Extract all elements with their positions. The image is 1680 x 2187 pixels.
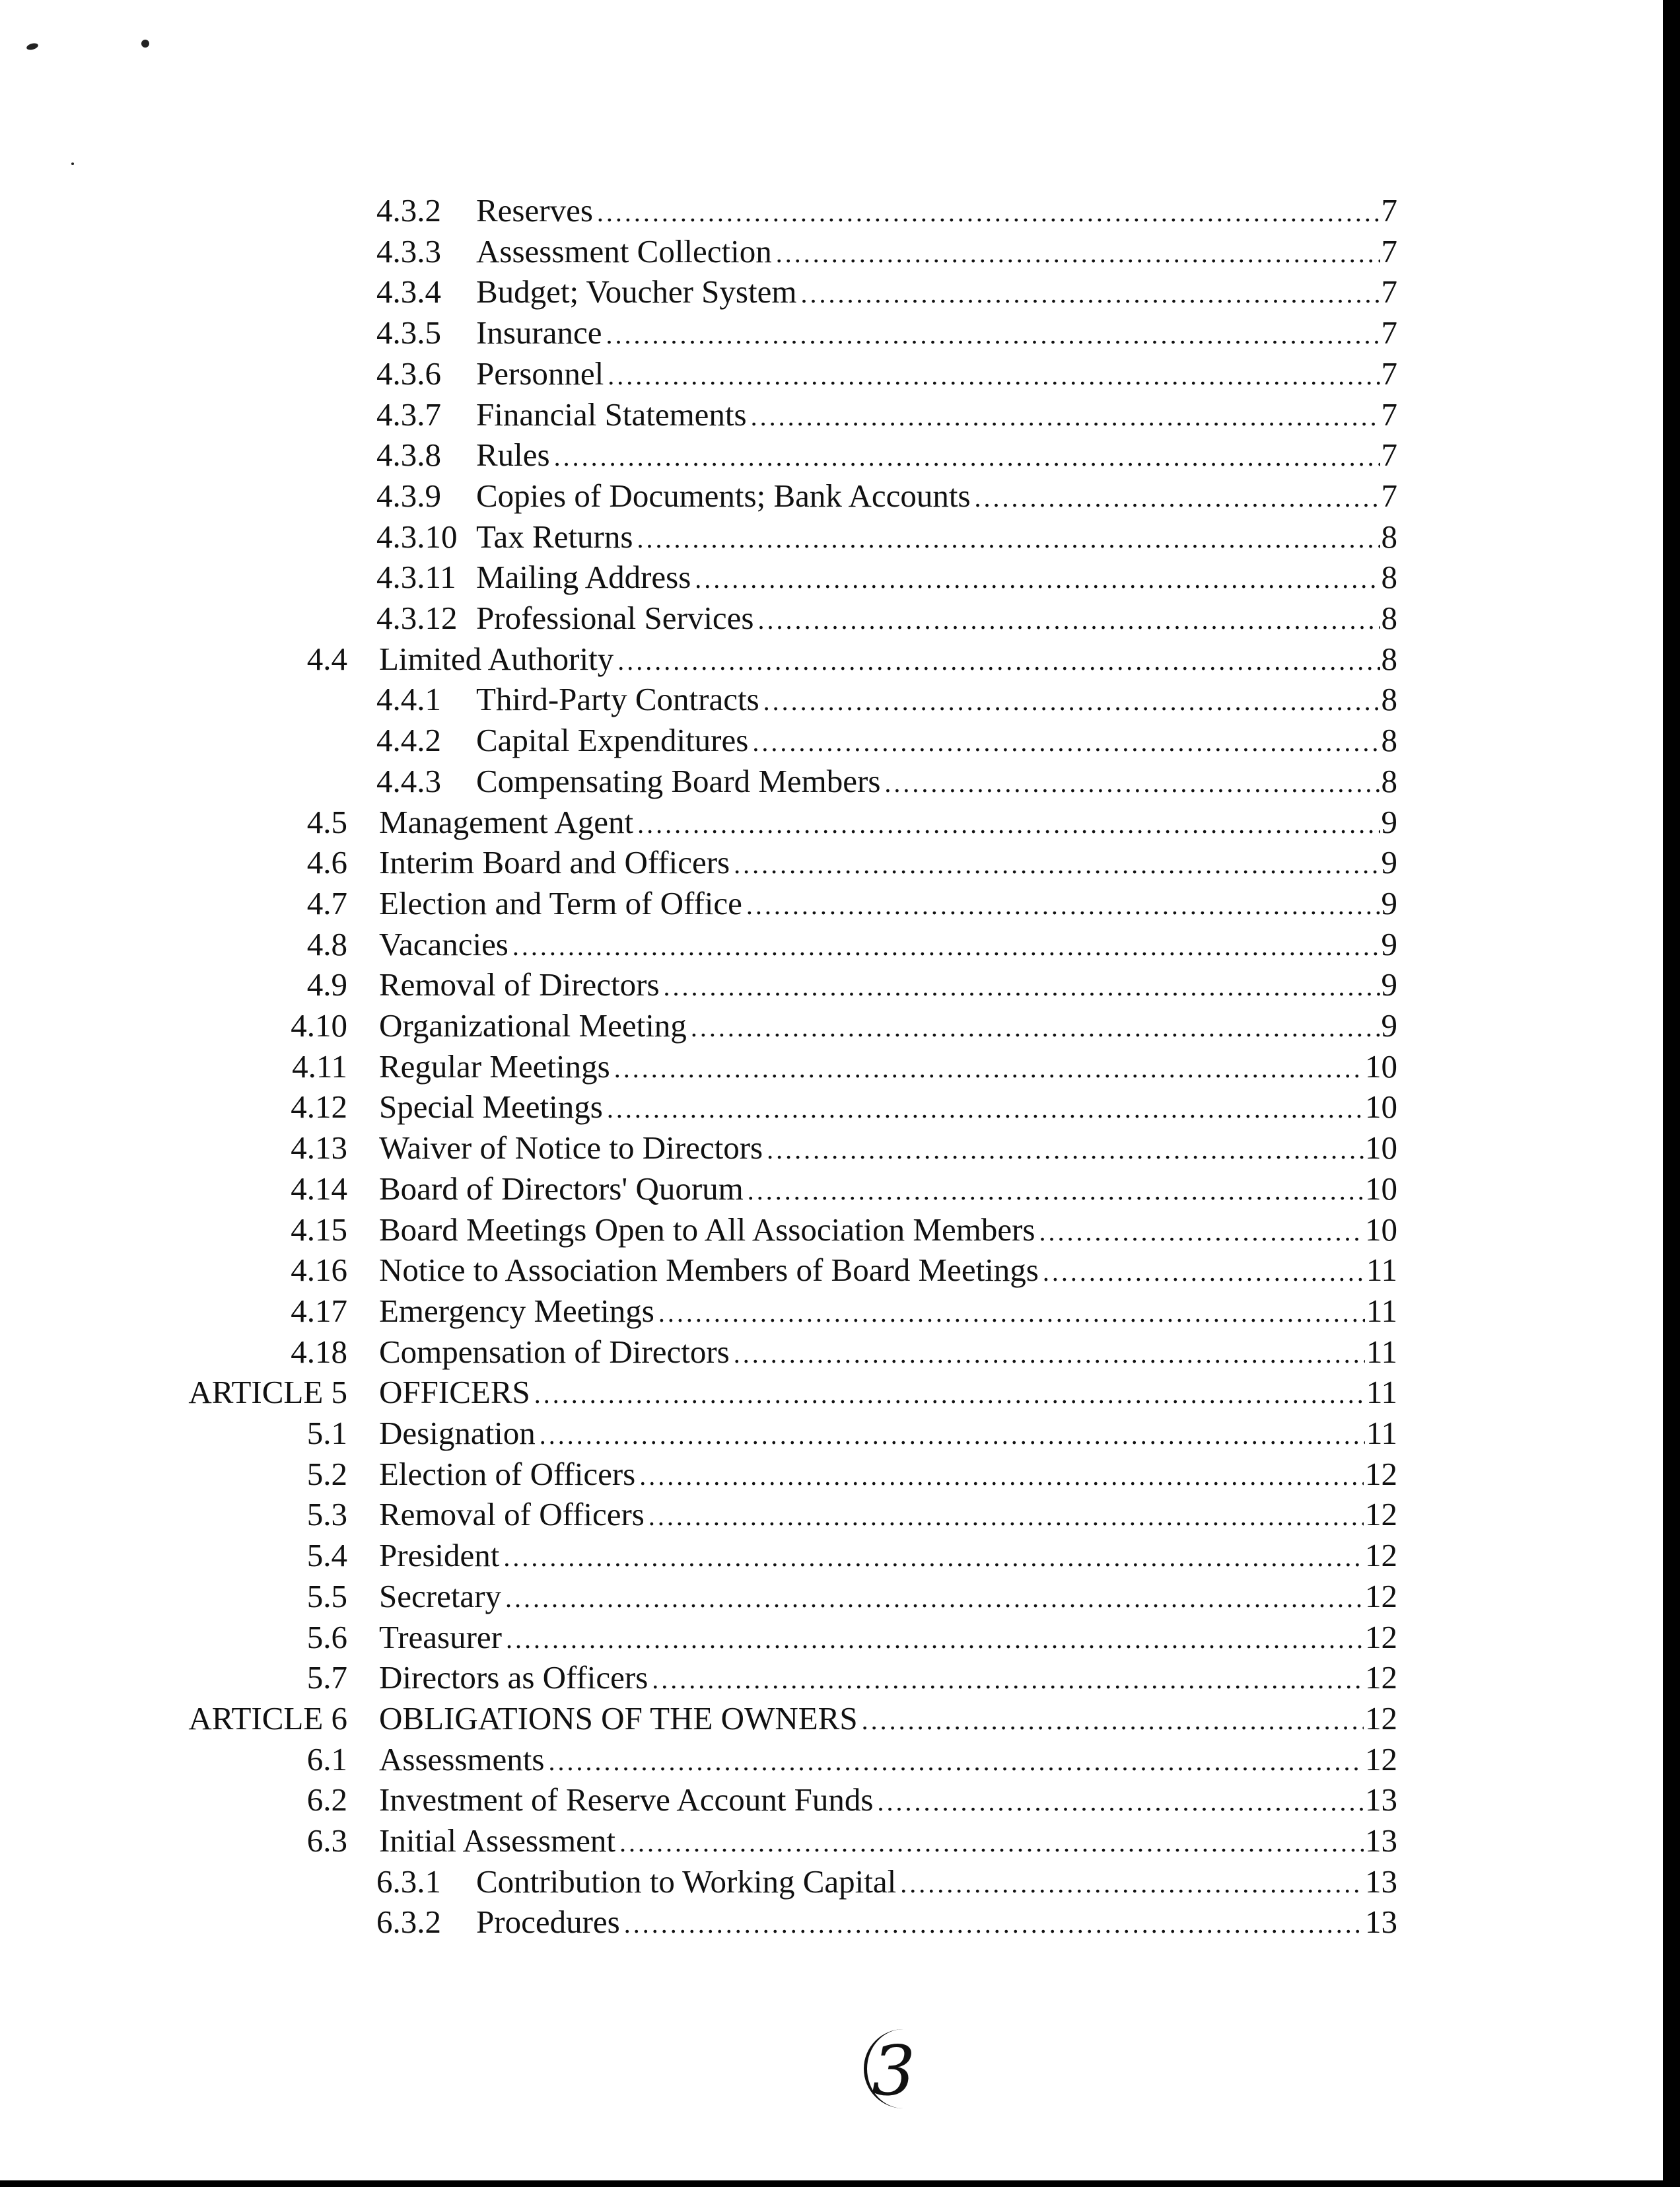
toc-entry-title: Tax Returns [476, 519, 633, 555]
toc-entry-number: 4.3.5 [376, 314, 441, 351]
toc-entry-title: Interim Board and Officers [379, 844, 730, 880]
toc-entry [0, 231, 1680, 271]
toc-entry-number: 5.6 [306, 1619, 347, 1655]
toc-entry-line [476, 312, 1397, 355]
toc-entry-title: OBLIGATIONS OF THE OWNERS [379, 1700, 858, 1737]
toc-entry-page: 12 [1365, 1700, 1397, 1737]
toc-entry-number: 4.4.1 [376, 681, 441, 717]
toc-entry-page: 10 [1365, 1129, 1397, 1166]
toc-entry-line [379, 842, 1397, 884]
toc-entry [0, 1779, 1680, 1820]
toc-entry [0, 517, 1680, 557]
toc-dot-leader [548, 1741, 1364, 1781]
toc-entry-title: Directors as Officers [379, 1659, 648, 1696]
toc-entry-title: Removal of Directors [379, 966, 660, 1003]
toc-entry [0, 924, 1680, 964]
toc-entry [0, 557, 1680, 597]
toc-entry [0, 1250, 1680, 1290]
toc-entry [0, 1291, 1680, 1331]
toc-entry-page: 12 [1365, 1578, 1397, 1614]
toc-entry [0, 190, 1680, 231]
toc-entry-line [476, 679, 1397, 721]
toc-entry [0, 720, 1680, 760]
toc-dot-leader [691, 1007, 1380, 1048]
toc-entry-line [476, 761, 1397, 803]
toc-entry [0, 1861, 1680, 1902]
toc-entry-line [476, 598, 1397, 640]
toc-dot-leader [746, 885, 1380, 925]
toc-dot-leader [512, 926, 1380, 966]
toc-entry-number: 5.7 [306, 1659, 347, 1696]
toc-entry-line [379, 802, 1397, 844]
toc-entry-page: 12 [1365, 1741, 1397, 1777]
toc-entry-title: Personnel [476, 355, 604, 392]
toc-entry-number: 5.4 [306, 1537, 347, 1573]
toc-entry [0, 1128, 1680, 1168]
toc-entry-page: 10 [1365, 1048, 1397, 1085]
toc-entry-title: Initial Assessment [379, 1822, 615, 1859]
toc-entry-line [379, 1291, 1397, 1333]
toc-entry [0, 1332, 1680, 1372]
toc-entry-page: 7 [1381, 314, 1397, 351]
toc-entry-page: 12 [1365, 1659, 1397, 1696]
toc-dot-leader [637, 804, 1380, 844]
toc-entry-line [379, 1657, 1397, 1700]
toc-entry-title: Compensation of Directors [379, 1334, 730, 1370]
toc-entry-title: Insurance [476, 314, 602, 351]
toc-entry-title: Rules [476, 437, 550, 473]
toc-dot-leader [695, 559, 1380, 599]
toc-entry-page: 12 [1365, 1496, 1397, 1532]
toc-entry-line [476, 394, 1397, 437]
toc-entry-page: 7 [1381, 192, 1397, 229]
toc-entry-title: Election and Term of Office [379, 885, 742, 921]
toc-entry-number: 4.11 [292, 1048, 347, 1085]
toc-dot-leader [776, 233, 1380, 273]
toc-entry-title: Treasurer [379, 1619, 502, 1655]
toc-entry-title: President [379, 1537, 500, 1573]
toc-entry-line [379, 1005, 1397, 1048]
toc-dot-leader [619, 1822, 1364, 1863]
toc-entry-page: 8 [1381, 763, 1397, 799]
toc-entry [0, 1046, 1680, 1087]
toc-entry-page: 12 [1365, 1619, 1397, 1655]
toc-entry [0, 1168, 1680, 1209]
toc-entry [0, 1372, 1680, 1412]
toc-entry [0, 476, 1680, 516]
toc-entry [0, 1739, 1680, 1779]
toc-entry [0, 761, 1680, 801]
toc-entry-number: 4.3.2 [376, 192, 441, 229]
toc-entry-line [476, 271, 1397, 314]
toc-entry-page: 8 [1381, 519, 1397, 555]
toc-entry-page: 9 [1381, 966, 1397, 1003]
toc-entry-title: Vacancies [379, 926, 508, 962]
toc-entry-page: 8 [1381, 600, 1397, 636]
toc-entry-page: 9 [1381, 926, 1397, 962]
toc-entry-number: 4.3.10 [376, 519, 458, 555]
toc-entry-page: 12 [1365, 1537, 1397, 1573]
toc-dot-leader [734, 844, 1380, 884]
toc-entry-title: Third-Party Contracts [476, 681, 759, 717]
toc-entry-number: 4.7 [306, 885, 347, 921]
toc-entry-number: 5.2 [306, 1456, 347, 1492]
toc-dot-leader [758, 600, 1380, 640]
toc-entry-title: Limited Authority [379, 641, 614, 677]
toc-dot-leader [767, 1129, 1364, 1170]
toc-entry-line [379, 639, 1397, 681]
toc-entry-line [379, 1535, 1397, 1577]
toc-entry [0, 1005, 1680, 1046]
toc-entry [0, 435, 1680, 475]
toc-entry-title: Board of Directors' Quorum [379, 1170, 744, 1207]
toc-entry-title: Notice to Association Members of Board Meetings [379, 1252, 1039, 1288]
toc-dot-leader [734, 1334, 1365, 1374]
scan-speck [26, 42, 39, 51]
toc-dot-leader [652, 1659, 1364, 1700]
handwritten-page-number: 3 [872, 2030, 916, 2111]
toc-entry-page: 11 [1366, 1252, 1397, 1288]
toc-entry-line [379, 1087, 1397, 1129]
toc-entry [0, 883, 1680, 923]
toc-entry-page: 7 [1381, 355, 1397, 392]
toc-entry-title: Assessment Collection [476, 233, 772, 269]
toc-entry [0, 1698, 1680, 1739]
toc-dot-leader [648, 1496, 1364, 1536]
toc-dot-leader [884, 763, 1380, 803]
toc-entry-number: 4.8 [306, 926, 347, 962]
toc-entry-page: 10 [1365, 1211, 1397, 1248]
toc-dot-leader [658, 1293, 1365, 1333]
toc-entry-number: 4.13 [291, 1129, 347, 1166]
toc-dot-leader [607, 1089, 1364, 1129]
toc-entry-page: 13 [1365, 1904, 1397, 1940]
toc-entry-title: Capital Expenditures [476, 722, 749, 758]
toc-entry [0, 1657, 1680, 1698]
toc-entry-number: 4.10 [291, 1007, 347, 1044]
toc-entry-title: Copies of Documents; Bank Accounts [476, 478, 971, 514]
toc-entry-number: 4.14 [291, 1170, 347, 1207]
toc-entry-number: ARTICLE 5 [188, 1374, 347, 1410]
toc-entry-number: 4.18 [291, 1334, 347, 1370]
toc-entry-number: 4.3.11 [376, 559, 456, 595]
toc-entry [0, 312, 1680, 353]
toc-entry-page: 8 [1381, 722, 1397, 758]
toc-entry [0, 1209, 1680, 1250]
toc-entry-number: 4.6 [306, 844, 347, 880]
toc-dot-leader [506, 1619, 1364, 1659]
toc-dot-leader [877, 1781, 1364, 1822]
scan-border-bottom [0, 2180, 1680, 2187]
toc-entry-line [476, 435, 1397, 477]
toc-entry-title: Regular Meetings [379, 1048, 610, 1085]
toc-dot-leader [505, 1578, 1364, 1618]
toc-dot-leader [534, 1374, 1365, 1414]
toc-entry-number: 4.3.7 [376, 396, 441, 433]
toc-entry-line [379, 1209, 1397, 1252]
toc-entry-line [379, 883, 1397, 925]
toc-entry-line [379, 1779, 1397, 1822]
toc-entry-title: Waiver of Notice to Directors [379, 1129, 763, 1166]
toc-entry-title: Board Meetings Open to All Association Members [379, 1211, 1035, 1248]
toc-entry-number: 4.5 [306, 804, 347, 840]
toc-entry [0, 598, 1680, 638]
toc-entry-page: 10 [1365, 1170, 1397, 1207]
toc-entry-page: 9 [1381, 1007, 1397, 1044]
toc-entry-page: 12 [1365, 1456, 1397, 1492]
toc-entry-title: Reserves [476, 192, 593, 229]
toc-entry-page: 7 [1381, 437, 1397, 473]
toc-entry-line [379, 1168, 1397, 1211]
toc-dot-leader [614, 1048, 1364, 1089]
toc-entry [0, 679, 1680, 719]
toc-entry-number: 4.15 [291, 1211, 347, 1248]
toc-entry-line [379, 1372, 1397, 1414]
toc-entry [0, 1576, 1680, 1616]
toc-entry-line [476, 1902, 1397, 1944]
toc-entry [0, 1087, 1680, 1127]
toc-entry-page: 11 [1366, 1415, 1397, 1451]
toc-entry-number: 4.3.8 [376, 437, 441, 473]
toc-entry-title: Emergency Meetings [379, 1293, 654, 1329]
toc-dot-leader [664, 966, 1380, 1007]
toc-entry-page: 7 [1381, 233, 1397, 269]
scan-speck [141, 40, 149, 48]
toc-entry-line [379, 1698, 1397, 1740]
toc-entry-title: Professional Services [476, 600, 754, 636]
toc-entry-line [476, 1861, 1397, 1904]
toc-entry-title: Secretary [379, 1578, 501, 1614]
toc-entry-number: 4.3.4 [376, 273, 441, 310]
toc-entry-page: 8 [1381, 559, 1397, 595]
toc-entry-number: 4.12 [291, 1089, 347, 1125]
toc-dot-leader [639, 1456, 1364, 1496]
toc-entry-page: 9 [1381, 885, 1397, 921]
toc-dot-leader [975, 478, 1380, 518]
toc-entry-page: 11 [1366, 1374, 1397, 1410]
toc-entry [0, 1535, 1680, 1575]
toc-entry-title: Procedures [476, 1904, 620, 1940]
toc-dot-leader [751, 396, 1380, 437]
toc-entry-number: 5.3 [306, 1496, 347, 1532]
toc-dot-leader [1039, 1211, 1364, 1252]
toc-entry-page: 9 [1381, 804, 1397, 840]
toc-entry-page: 13 [1365, 1863, 1397, 1900]
toc-entry-line [379, 964, 1397, 1007]
toc-dot-leader [800, 273, 1380, 314]
toc-entry-page: 11 [1366, 1334, 1397, 1370]
toc-entry-line [379, 924, 1397, 966]
toc-entry-number: 4.3.12 [376, 600, 458, 636]
toc-entry-number: 4.9 [306, 966, 347, 1003]
toc-entry-title: Budget; Voucher System [476, 273, 797, 310]
toc-entry-number: 4.17 [291, 1293, 347, 1329]
toc-entry-line [476, 557, 1397, 599]
toc-entry-number: 5.1 [306, 1415, 347, 1451]
toc-dot-leader [617, 641, 1380, 681]
toc-dot-leader [597, 192, 1380, 233]
toc-entry-number: 4.3.6 [376, 355, 441, 392]
toc-dot-leader [503, 1537, 1364, 1577]
toc-entry-line [476, 476, 1397, 518]
toc-entry-line [379, 1046, 1397, 1089]
toc-entry-number: ARTICLE 6 [188, 1700, 347, 1737]
toc-entry-line [476, 353, 1397, 396]
toc-entry-line [476, 720, 1397, 762]
toc-entry-number: 4.4.2 [376, 722, 441, 758]
toc-entry [0, 353, 1680, 394]
toc-dot-leader [554, 437, 1380, 477]
toc-entry-page: 7 [1381, 273, 1397, 310]
toc-entry-page: 13 [1365, 1781, 1397, 1818]
toc-entry-title: Designation [379, 1415, 536, 1451]
toc-entry [0, 1902, 1680, 1942]
toc-entry-number: 6.2 [306, 1781, 347, 1818]
toc-dot-leader [1043, 1252, 1365, 1292]
toc-entry [0, 802, 1680, 842]
toc-entry [0, 964, 1680, 1005]
toc-dot-leader [606, 314, 1380, 355]
toc-entry [0, 1494, 1680, 1534]
toc-entry-number: 6.1 [306, 1741, 347, 1777]
toc-entry-title: Management Agent [379, 804, 634, 840]
toc-entry-line [379, 1617, 1397, 1659]
toc-entry-title: Investment of Reserve Account Funds [379, 1781, 874, 1818]
toc-entry-number: 4.4 [306, 641, 347, 677]
toc-dot-leader [540, 1415, 1365, 1455]
toc-dot-leader [862, 1700, 1364, 1740]
toc-entry-number: 6.3.2 [376, 1904, 441, 1940]
toc-dot-leader [637, 519, 1380, 559]
toc-entry-page: 8 [1381, 681, 1397, 717]
toc-entry-number: 6.3.1 [376, 1863, 441, 1900]
toc-entry-page: 8 [1381, 641, 1397, 677]
toc-dot-leader [900, 1863, 1364, 1904]
toc-entry-page: 9 [1381, 844, 1397, 880]
toc-entry [0, 271, 1680, 312]
toc-entry [0, 842, 1680, 882]
toc-entry-title: Compensating Board Members [476, 763, 881, 799]
toc-entry-page: 7 [1381, 396, 1397, 433]
toc-dot-leader [763, 681, 1380, 721]
toc-entry-page: 7 [1381, 478, 1397, 514]
toc-dot-leader [752, 722, 1380, 762]
toc-entry-number: 4.16 [291, 1252, 347, 1288]
toc-entry-page: 10 [1365, 1089, 1397, 1125]
toc-entry-line [379, 1739, 1397, 1781]
toc-entry [0, 1617, 1680, 1657]
toc-entry-line [476, 231, 1397, 273]
toc-entry-line [476, 190, 1397, 233]
toc-entry-line [379, 1454, 1397, 1496]
toc-entry-page: 11 [1366, 1293, 1397, 1329]
toc-entry-title: Election of Officers [379, 1456, 636, 1492]
toc-entry [0, 639, 1680, 679]
toc-entry-title: OFFICERS [379, 1374, 530, 1410]
toc-entry-number: 4.4.3 [376, 763, 441, 799]
toc-entry-title: Special Meetings [379, 1089, 603, 1125]
toc-entry-number: 6.3 [306, 1822, 347, 1859]
toc-dot-leader [608, 355, 1380, 396]
toc-entry-page: 13 [1365, 1822, 1397, 1859]
toc-entry-line [379, 1413, 1397, 1455]
toc-entry-title: Mailing Address [476, 559, 691, 595]
toc-entry-line [379, 1250, 1397, 1292]
scan-speck [71, 162, 74, 165]
toc-entry-title: Assessments [379, 1741, 545, 1777]
toc-entry-line [379, 1494, 1397, 1536]
toc-entry-number: 4.3.3 [376, 233, 441, 269]
toc-entry-title: Removal of Officers [379, 1496, 645, 1532]
toc-entry [0, 1413, 1680, 1453]
toc-entry-title: Financial Statements [476, 396, 747, 433]
toc-entry-title: Organizational Meeting [379, 1007, 687, 1044]
toc-entry-line [476, 517, 1397, 559]
toc-entry [0, 394, 1680, 435]
toc-entry-line [379, 1820, 1397, 1863]
toc-entry [0, 1820, 1680, 1861]
toc-entry-line [379, 1576, 1397, 1618]
toc-entry-line [379, 1332, 1397, 1374]
toc-entry-title: Contribution to Working Capital [476, 1863, 897, 1900]
toc-entry-line [379, 1128, 1397, 1170]
toc-dot-leader [748, 1170, 1364, 1211]
toc-entry-number: 4.3.9 [376, 478, 441, 514]
toc-entry-number: 5.5 [306, 1578, 347, 1614]
toc-dot-leader [624, 1904, 1364, 1944]
toc-entry [0, 1454, 1680, 1494]
